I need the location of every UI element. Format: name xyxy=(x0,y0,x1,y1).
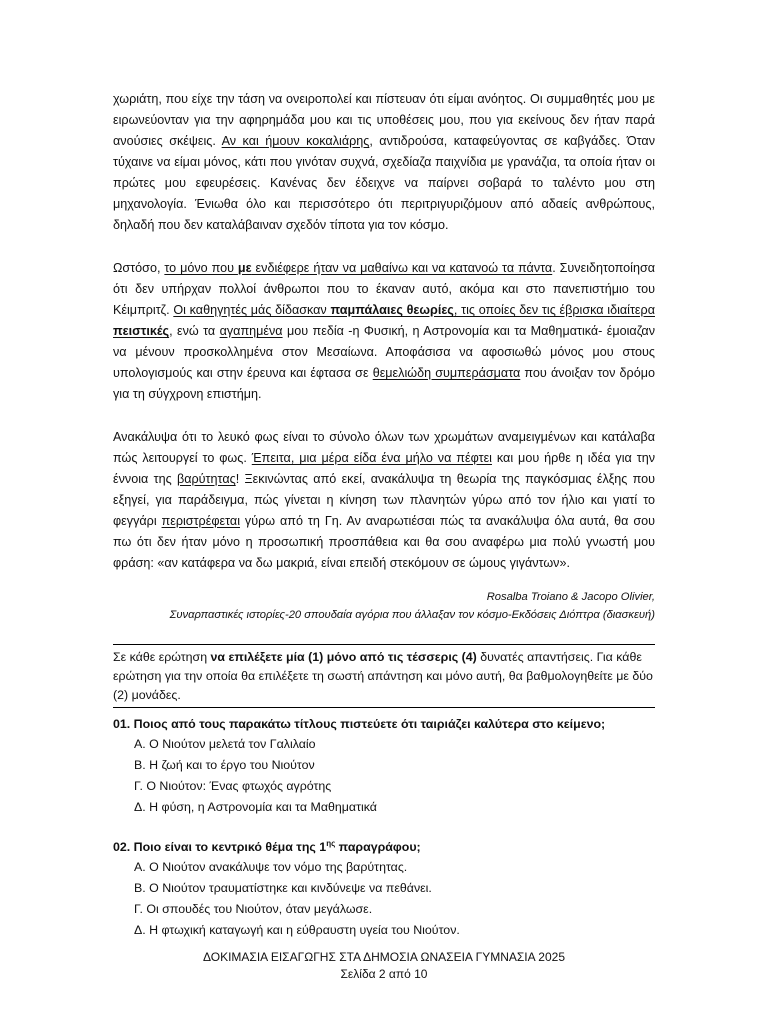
answer-option[interactable]: Α. Ο Νιούτον ανακάλυψε τον νόμο της βαρύτητας. xyxy=(134,860,408,874)
ordinal-suffix: ης xyxy=(326,838,336,848)
text-span: Οι καθηγητές μάς δίδασκαν xyxy=(173,303,331,317)
bold-instruction: να επιλέξετε μία (1) μόνο από τις τέσσερις (4) xyxy=(210,650,477,664)
underlined-phrase: βαρύτητας xyxy=(176,472,236,486)
source-credits xyxy=(113,588,655,624)
text-span: ! Ξεκινώντας από εκεί, ανακάλυψα τη θεωρία της παγκόσμιας έλξης που εξηγεί, για παράδειγμα, πώς γίνεται η κίνηση των πλανητών γύρω από τον ήλιο και γιατί το φεγγάρι xyxy=(113,472,655,528)
underlined-phrase: θεμελιώδη συμπεράσματα xyxy=(372,366,521,380)
text-span: Σε κάθε ερώτηση xyxy=(113,650,211,664)
text-span: , αντιδρούσα, καταφεύγοντας σε καβγάδες. Όταν τύχαινε να είμαι μόνος, κάτι που γινόταν συχνά, σχεδίαζα παιχνίδια με γρανάζια, τα οποία ήταν οι πρώτες μου εφευρέσεις. Κανένας δεν έδειχνε να παίρνει σοβαρά το ταλέντο μου στη μηχανολογία. Ένιωθα όλο και περισσότερο ότι περιτριγυριζόμουν από αδαείς ανθρώπους, δηλαδή που δεν καταλάβαιναν σχεδόν τίποτα για τον κόσμο. xyxy=(113,134,656,232)
answer-options xyxy=(113,734,655,818)
question-1 xyxy=(113,714,655,818)
credits-book: Συναρπαστικές ιστορίες-20 σπουδαία αγόρια που άλλαξαν τον κόσμο-Εκδόσεις Διόπτρα (διασκευή) xyxy=(169,609,655,621)
footer-exam-title: ΔΟΚΙΜΑΣΙΑ ΕΙΣΑΓΩΓΗΣ ΣΤΑ ΔΗΜΟΣΙΑ ΩΝΑΣΕΙΑ ΓΥΜΝΑΣΙΑ 2025 xyxy=(202,950,565,964)
text-span: γύρω από τη Γη. Αν αναρωτιέσαι πώς τα ανακάλυψα όλα αυτά, θα σου πω ότι δεν ήταν μόνο η προσωπική προσπάθεια και θα σου αναφέρω μια πολύ γνωστή μου φράση: «αν κατάφερα να δω μακριά, είναι επειδή στεκόμουν σε ώμους γιγάντων». xyxy=(113,514,655,570)
answer-option[interactable]: Α. Ο Νιούτον μελετά τον Γαλιλαίο xyxy=(134,737,316,751)
paragraph-3 xyxy=(113,427,655,574)
text-span: . Συνειδητοποίησα ότι δεν υπήρχαν πολλοί άνθρωποι που το έκαναν αυτό, ακόμα και στο πανεπιστήμιο του Κέιμπριτζ. xyxy=(113,261,656,317)
paragraph-1 xyxy=(113,89,655,236)
bold-word: πειστικές xyxy=(113,324,170,338)
instructions-box xyxy=(113,644,655,708)
text-span: , ενώ τα xyxy=(169,324,220,338)
answer-option[interactable]: Δ. Η φύση, η Αστρονομία και τα Μαθηματικά xyxy=(134,800,377,814)
answer-option[interactable]: Β. Ο Νιούτον τραυματίστηκε και κινδύνεψε να πεθάνει. xyxy=(134,881,432,895)
text-span: παραγράφου; xyxy=(335,840,421,854)
underlined-phrase xyxy=(164,261,552,275)
page-number: Σελίδα 2 από 10 xyxy=(340,967,428,981)
credits-authors: Rosalba Troiano & Jacopo Olivier, xyxy=(486,591,655,603)
document-page xyxy=(113,89,655,941)
answer-option[interactable]: Γ. Οι σπουδές του Νιούτον, όταν μεγάλωσε. xyxy=(134,902,373,916)
text-span: μου πεδία -η Φυσική, η Αστρονομία και τα Μαθηματικά- έμοιαζαν να μένουν προσκολλημένα στον Μεσαίωνα. Αποφάσισα να αφοσιωθώ μόνος μου στους υπολογισμούς και στην έρευνα και έφτασα σε xyxy=(113,324,655,380)
question-title xyxy=(113,837,655,857)
underlined-phrase: Αν και ήμουν κοκαλιάρης xyxy=(221,134,370,148)
question-title: 01. Ποιος από τους παρακάτω τίτλους πιστεύετε ότι ταιριάζει καλύτερα στο κείμενο; xyxy=(113,717,606,731)
text-span: Ωστόσο, xyxy=(113,261,165,275)
page-footer xyxy=(0,949,768,983)
answer-option[interactable]: Β. Η ζωή και το έργο του Νιούτον xyxy=(134,758,315,772)
text-span: Ανακάλυψα ότι το λευκό φως είναι το σύνολο όλων των χρωμάτων αναμειγμένων και κατάλαβα πώς λειτουργεί το φως. xyxy=(113,430,655,465)
text-span: 02. Ποιο είναι το κεντρικό θέμα της 1 xyxy=(113,840,327,854)
text-span: το μόνο που xyxy=(164,261,238,275)
underlined-phrase: Έπειτα, μια μέρα είδα ένα μήλο να πέφτει xyxy=(251,451,492,465)
paragraph-2 xyxy=(113,258,655,405)
text-span: δυνατές απαντήσεις. Για κάθε ερώτηση για την οποία θα επιλέξετε τη σωστή απάντηση και μόνο αυτή, θα βαθμολογηθείτε με δύο (2) μονάδες. xyxy=(113,650,653,702)
bold-word: με xyxy=(237,261,252,275)
text-span: που άνοιξαν τον δρόμο για τη σύγχρονη επιστήμη. xyxy=(113,366,655,401)
question-2 xyxy=(113,837,655,941)
text-span: ενδιέφερε ήταν να μαθαίνω και να κατανοώ τα πάντα xyxy=(251,261,553,275)
answer-options xyxy=(113,857,655,941)
answer-option[interactable]: Γ. Ο Νιούτον: Ένας φτωχός αγρότης xyxy=(134,779,332,793)
answer-option[interactable]: Δ. Η φτωχική καταγωγή και η εύθραυστη υγεία του Νιούτον. xyxy=(134,923,460,937)
text-span: χωριάτη, που είχε την τάση να ονειροπολεί και πίστευαν ότι είμαι ανόητος. Οι συμμαθητές μου με ειρωνεύονταν για την αφηρημάδα μου και τις υποθέσεις μου, που για εκείνους δεν ήταν παρά ανούσιες σκέψεις. xyxy=(113,92,655,148)
underlined-phrase: αγαπημένα xyxy=(219,324,283,338)
text-span: , τις οποίες δεν τις έβρισκα ιδιαίτερα xyxy=(453,303,655,317)
bold-word: παμπάλαιες θεωρίες xyxy=(330,303,454,317)
underlined-phrase: περιστρέφεται xyxy=(161,514,240,528)
text-span: και μου ήρθε η ιδέα για την έννοια της xyxy=(113,451,655,486)
